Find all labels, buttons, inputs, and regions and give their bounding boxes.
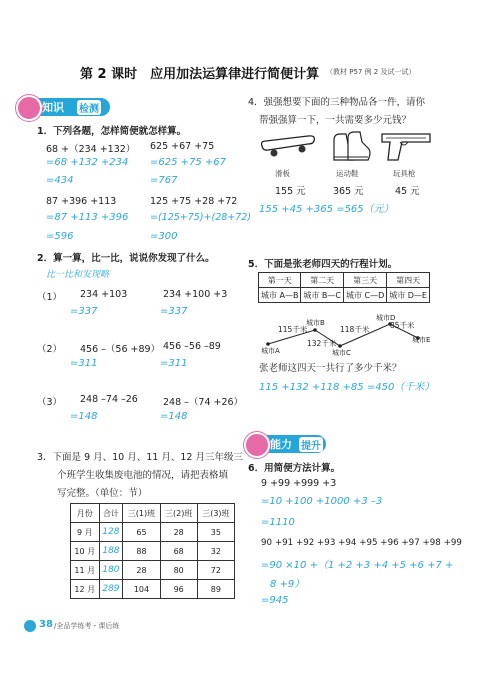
q1-c2-line3: =767 xyxy=(150,175,178,186)
q6-line2: =10 +100 +1000 +3 –3 xyxy=(261,496,383,507)
q1-c4-line3: =300 xyxy=(150,231,178,242)
q2-r1-right-answer: =337 xyxy=(160,306,188,317)
q2-r2-left-answer: =311 xyxy=(70,358,98,369)
flower-icon xyxy=(244,432,270,458)
table-cell-total: 128 xyxy=(99,523,123,542)
q1-c4-line2: =(125+75)+(28+72) xyxy=(150,212,252,223)
q6-line4: 90 +91 +92 +93 +94 +95 +96 +97 +98 +99 xyxy=(261,538,462,548)
q2-r1-left-answer: =337 xyxy=(70,306,98,317)
q5-answer: 115 +132 +118 +85 =450（千米） xyxy=(259,382,435,393)
item-price-skateboard: 155 元 xyxy=(275,186,306,197)
schedule-header: 第二天 xyxy=(301,273,344,288)
city-a: 城市A xyxy=(261,347,280,355)
q4-prompt-2: 帮强强算一下，一共需要多少元钱？ xyxy=(259,115,412,126)
page-subtitle: （教材 P57 例 2 及试一试） xyxy=(326,68,416,76)
q5-question: 张老师这四天一共行了多少千米？ xyxy=(259,363,402,374)
q1-c3-line3: =596 xyxy=(46,231,74,242)
q2-r1-label: （1） xyxy=(37,292,63,303)
schedule-header: 第一天 xyxy=(259,273,301,288)
q3-prompt-1: 3．下面是 9 月、10 月、11 月、12 月三年级三 xyxy=(37,452,243,463)
city-c: 城市C xyxy=(332,349,351,357)
table-cell-total: 180 xyxy=(99,561,123,580)
q6-line6: 8 +9） xyxy=(270,579,305,590)
q4-answer: 155 +45 +365 =565（元） xyxy=(259,204,394,215)
table-cell: 89 xyxy=(197,580,234,599)
table-cell: 12 月 xyxy=(71,580,100,599)
q1-prompt: 1．下列各题，怎样简便就怎样算。 xyxy=(37,126,187,137)
table-cell: 28 xyxy=(123,561,160,580)
q1-c2-line1: 625 +67 +75 xyxy=(150,141,215,152)
q6-line5: =90 ×10 +（1 +2 +3 +4 +5 +6 +7 + xyxy=(261,560,454,571)
table-cell: 104 xyxy=(123,580,160,599)
item-name-sneakers: 运动鞋 xyxy=(336,169,359,178)
table-header: 三(3)班 xyxy=(197,504,234,523)
badge-tisheng: 提升 xyxy=(299,437,323,452)
q2-r2-left: 456 –（56 +89） xyxy=(80,344,161,355)
distance-cd: 118千米 xyxy=(340,325,370,334)
q1-c1-line1: 68 +（234 +132） xyxy=(46,144,136,155)
distance-ab: 115千米 xyxy=(278,325,308,334)
flower-icon xyxy=(16,95,42,121)
q3-prompt-3: 写完整。（单位：节） xyxy=(57,488,148,499)
schedule-cell: 城市 C—D xyxy=(343,288,386,303)
q2-hint: 比一比和发现略 xyxy=(46,270,110,280)
table-cell: 88 xyxy=(123,542,160,561)
q2-r2-label: （2） xyxy=(37,344,63,355)
q2-r2-right: 456 –56 –89 xyxy=(163,341,221,352)
table-header: 月份 xyxy=(71,504,100,523)
q2-r3-right: 248 –（74 +26） xyxy=(163,397,244,408)
sneakers-icon xyxy=(330,130,372,164)
table-cell: 68 xyxy=(160,542,197,561)
q2-r3-left: 248 –74 –26 xyxy=(80,394,138,405)
badge-zhishi: 知识 xyxy=(42,101,64,114)
city-d: 城市D xyxy=(376,314,396,322)
badge-nengli: 能力 xyxy=(270,438,292,451)
item-price-toy-gun: 45 元 xyxy=(395,186,420,197)
q1-c3-line2: =87 +113 +396 xyxy=(46,212,129,223)
distance-de: 85千米 xyxy=(390,321,415,330)
table-cell: 32 xyxy=(197,542,234,561)
schedule-cell: 城市 A—B xyxy=(259,288,301,303)
q1-c1-line3: =434 xyxy=(46,175,74,186)
q2-r2-right-answer: =311 xyxy=(160,358,188,369)
table-cell: 65 xyxy=(123,523,160,542)
q1-c1-line2: =68 +132 +234 xyxy=(46,157,129,168)
battery-table xyxy=(70,503,235,599)
schedule-cell: 城市 D—E xyxy=(387,288,430,303)
item-name-toy-gun: 玩具枪 xyxy=(393,169,416,178)
table-cell: 72 xyxy=(197,561,234,580)
page-title: 第 2 课时 应用加法运算律进行简便计算 xyxy=(80,67,320,82)
table-cell: 35 xyxy=(197,523,234,542)
q2-r1-left: 234 +103 xyxy=(80,289,128,300)
leaf-icon xyxy=(24,620,36,632)
badge-jiance: 检测 xyxy=(77,100,101,115)
table-header: 三(2)班 xyxy=(160,504,197,523)
q1-c3-line1: 87 +396 +113 xyxy=(46,196,117,207)
city-e: 城市E xyxy=(412,336,431,344)
q1-c4-line1: 125 +75 +28 +72 xyxy=(150,196,238,207)
table-cell: 11 月 xyxy=(71,561,100,580)
toy-gun-icon xyxy=(380,130,436,164)
schedule-header: 第三天 xyxy=(343,273,386,288)
table-header: 合计 xyxy=(99,504,123,523)
table-cell: 9 月 xyxy=(71,523,100,542)
q2-r3-left-answer: =148 xyxy=(70,411,98,422)
distance-bc: 132千米 xyxy=(307,339,337,348)
table-header: 三(1)班 xyxy=(123,504,160,523)
knowledge-check-badge xyxy=(22,98,110,116)
table-cell-total: 188 xyxy=(99,542,123,561)
item-price-sneakers: 365 元 xyxy=(333,186,364,197)
q2-r3-right-answer: =148 xyxy=(160,411,188,422)
city-b: 城市B xyxy=(306,319,325,327)
q5-prompt: 5．下面是张老师四天的行程计划。 xyxy=(248,259,398,270)
schedule-table xyxy=(258,272,430,303)
table-cell-total: 289 xyxy=(99,580,123,599)
q6-line3: =1110 xyxy=(261,517,295,528)
table-cell: 96 xyxy=(160,580,197,599)
q6-prompt: 6．用简便方法计算。 xyxy=(248,463,341,474)
book-name: /全品学练考・课后练 xyxy=(54,622,120,630)
q2-r3-label: （3） xyxy=(37,397,63,408)
q4-prompt-1: 4．强强想要下面的三种物品各一件，请你 xyxy=(248,97,426,108)
q3-prompt-2: 个班学生收集废电池的情况，请把表格填 xyxy=(57,470,229,481)
skateboard-icon xyxy=(258,132,318,162)
schedule-cell: 城市 B—C xyxy=(301,288,344,303)
table-cell: 80 xyxy=(160,561,197,580)
schedule-header: 第四天 xyxy=(387,273,430,288)
ability-boost-badge xyxy=(250,435,326,453)
page-number: 38 xyxy=(39,619,53,630)
q6-line1: 9 +99 +999 +3 xyxy=(261,478,337,489)
q6-line7: =945 xyxy=(261,595,289,606)
q1-c2-line2: =625 +75 +67 xyxy=(150,157,227,168)
q2-prompt: 2．算一算，比一比，说说你发现了什么。 xyxy=(37,253,215,264)
table-cell: 10 月 xyxy=(71,542,100,561)
q2-r1-right: 234 +100 +3 xyxy=(163,289,228,300)
table-cell: 28 xyxy=(160,523,197,542)
item-name-skateboard: 滑板 xyxy=(275,169,290,178)
